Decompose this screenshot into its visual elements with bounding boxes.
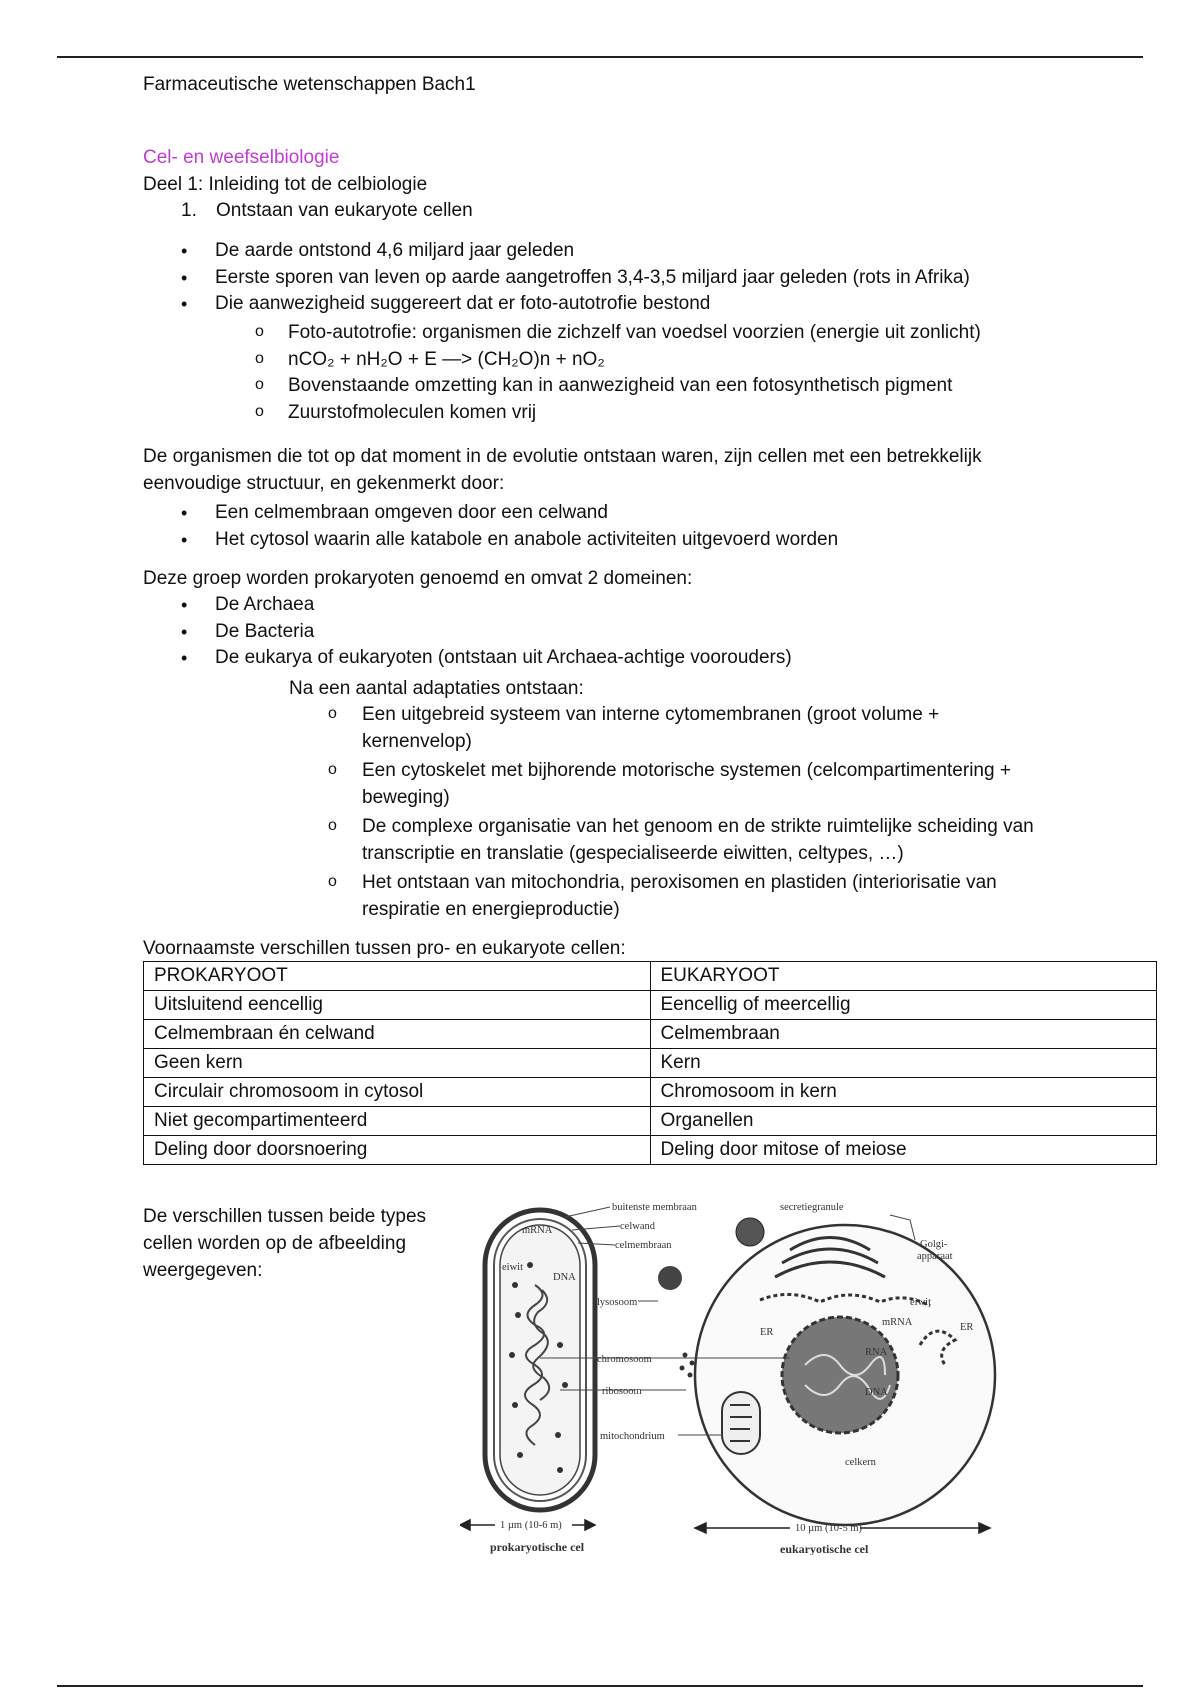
bottom-rule bbox=[57, 1685, 1143, 1687]
top-rule bbox=[57, 56, 1143, 58]
table-cell: Geen kern bbox=[144, 1049, 651, 1078]
section-number: 1. bbox=[181, 200, 197, 221]
list-item: o Zuurstofmoleculen komen vrij bbox=[143, 400, 981, 427]
label-mrna-pro: mRNA bbox=[522, 1225, 553, 1236]
table-row bbox=[144, 991, 1157, 1020]
label-mrna-eu: mRNA bbox=[882, 1317, 913, 1328]
figure-caption: De verschillen tussen beide types cellen worden op de afbeelding weergegeven: bbox=[143, 1206, 427, 1281]
table-cell: Chromosoom in kern bbox=[650, 1078, 1157, 1107]
adaptations-intro: Na een aantal adaptaties ontstaan: bbox=[289, 678, 584, 699]
comparison-table bbox=[143, 961, 1157, 1165]
eukaryotic-cell bbox=[658, 1218, 995, 1525]
table-header-cell: PROKARYOOT bbox=[144, 962, 651, 991]
list-item: o De complexe organisatie van het genoom en de strikte ruimtelijke scheiding van transcriptie en translatie (gespecialiseerde eiwitten, celtypes, …) bbox=[320, 814, 1040, 867]
list-item: • De Bacteria bbox=[143, 619, 792, 646]
list-item: • Het cytosol waarin alle katabole en anabole activiteiten uitgevoerd worden bbox=[143, 527, 838, 554]
table-row bbox=[144, 1020, 1157, 1049]
table-row bbox=[144, 1107, 1157, 1136]
label-er-right: ER bbox=[960, 1322, 974, 1333]
label-caption-pro: prokaryotische cel bbox=[490, 1540, 585, 1554]
label-rna: RNA bbox=[865, 1347, 888, 1358]
paragraph-organisms: De organismen die tot op dat moment in de evolutie ontstaan waren, zijn cellen met een betrekkelijk eenvoudige structuur, en gekenmerkt door: bbox=[143, 446, 982, 494]
label-dna-eu: DNA bbox=[865, 1387, 888, 1398]
table-row bbox=[144, 1049, 1157, 1078]
table-cell: Deling door doorsnoering bbox=[144, 1136, 651, 1165]
list-item: • Een celmembraan omgeven door een celwand bbox=[143, 500, 838, 527]
label-er-left: ER bbox=[760, 1327, 774, 1338]
table-cell: Uitsluitend eencellig bbox=[144, 991, 651, 1020]
table-cell: Celmembraan én celwand bbox=[144, 1020, 651, 1049]
table-cell: Celmembraan bbox=[650, 1020, 1157, 1049]
table-cell: Niet gecompartimenteerd bbox=[144, 1107, 651, 1136]
label-secretiegranule: secretiegranule bbox=[780, 1202, 844, 1213]
sub-list-photoautotrophy bbox=[143, 320, 981, 426]
list-item: o Bovenstaande omzetting kan in aanwezigheid van een fotosynthetisch pigment bbox=[143, 373, 981, 400]
label-golgi-2: apparaat bbox=[917, 1251, 953, 1262]
label-celkern: celkern bbox=[845, 1457, 876, 1468]
table-cell: Circulair chromosoom in cytosol bbox=[144, 1078, 651, 1107]
bullet-list-domains bbox=[143, 592, 792, 672]
label-caption-eu: eukaryotische cel bbox=[780, 1542, 869, 1555]
label-dna-pro: DNA bbox=[553, 1272, 576, 1283]
paragraph-prokaryotes: Deze groep worden prokaryoten genoemd en omvat 2 domeinen: bbox=[143, 568, 693, 589]
list-item: o nCO₂ + nH₂O + E —> (CH₂O)n + nO₂ bbox=[143, 347, 981, 374]
sub-list-adaptations bbox=[320, 702, 1040, 926]
prokaryotic-cell bbox=[485, 1210, 595, 1510]
table-row bbox=[144, 1136, 1157, 1165]
label-chromosoom: chromosoom bbox=[597, 1354, 652, 1365]
section-text: Ontstaan van eukaryote cellen bbox=[216, 200, 473, 221]
label-eiwit-pro: eiwit bbox=[502, 1262, 523, 1273]
list-item: • Die aanwezigheid suggereert dat er foto-autotrofie bestond bbox=[143, 291, 970, 318]
table-row bbox=[144, 1078, 1157, 1107]
page-title: Cel- en weefselbiologie bbox=[143, 147, 340, 168]
label-scale-eu: 10 µm (10-5 m) bbox=[795, 1523, 862, 1534]
list-item: o Een uitgebreid systeem van interne cytomembranen (groot volume + kernenvelop) bbox=[320, 702, 1040, 755]
label-eiwit-eu: eiwit bbox=[910, 1297, 931, 1308]
table-cell: Kern bbox=[650, 1049, 1157, 1078]
label-golgi-1: Golgi- bbox=[920, 1239, 948, 1250]
bullet-list-origin bbox=[143, 238, 970, 318]
label-celwand: celwand bbox=[620, 1221, 655, 1232]
label-scale-pro: 1 µm (10-6 m) bbox=[500, 1520, 562, 1531]
label-celmembraan: celmembraan bbox=[615, 1240, 672, 1251]
page-header: Farmaceutische wetenschappen Bach1 bbox=[143, 74, 476, 95]
label-mitochondrium: mitochondrium bbox=[600, 1431, 665, 1442]
list-item: • De aarde ontstond 4,6 miljard jaar geleden bbox=[143, 238, 970, 265]
table-header-row bbox=[144, 962, 1157, 991]
label-ribosoom: ribosoom bbox=[602, 1386, 642, 1397]
part-heading: Deel 1: Inleiding tot de celbiologie bbox=[143, 174, 428, 195]
cell-comparison-figure bbox=[460, 1195, 1020, 1555]
list-item: o Een cytoskelet met bijhorende motorische systemen (celcompartimentering + beweging) bbox=[320, 758, 1040, 811]
cell-diagram bbox=[460, 1195, 1020, 1555]
table-caption: Voornaamste verschillen tussen pro- en eukaryote cellen: bbox=[143, 938, 626, 959]
table-header-cell: EUKARYOOT bbox=[650, 962, 1157, 991]
list-item: o Het ontstaan van mitochondria, peroxisomen en plastiden (interiorisatie van respiratie en energieproductie) bbox=[320, 870, 1040, 923]
table-cell: Deling door mitose of meiose bbox=[650, 1136, 1157, 1165]
table-cell: Organellen bbox=[650, 1107, 1157, 1136]
label-buitenste-membraan: buitenste membraan bbox=[612, 1202, 697, 1213]
bullet-list-characteristics bbox=[143, 500, 838, 553]
list-item: • De eukarya of eukaryoten (ontstaan uit Archaea-achtige voorouders) bbox=[143, 645, 792, 672]
list-item: o Foto-autotrofie: organismen die zichzelf van voedsel voorzien (energie uit zonlicht) bbox=[143, 320, 981, 347]
label-lysosoom: lysosoom bbox=[597, 1297, 638, 1308]
section-heading bbox=[181, 198, 473, 225]
table-cell: Eencellig of meercellig bbox=[650, 991, 1157, 1020]
list-item: • Eerste sporen van leven op aarde aangetroffen 3,4-3,5 miljard jaar geleden (rots in Afrika) bbox=[143, 265, 970, 292]
list-item: • De Archaea bbox=[143, 592, 792, 619]
